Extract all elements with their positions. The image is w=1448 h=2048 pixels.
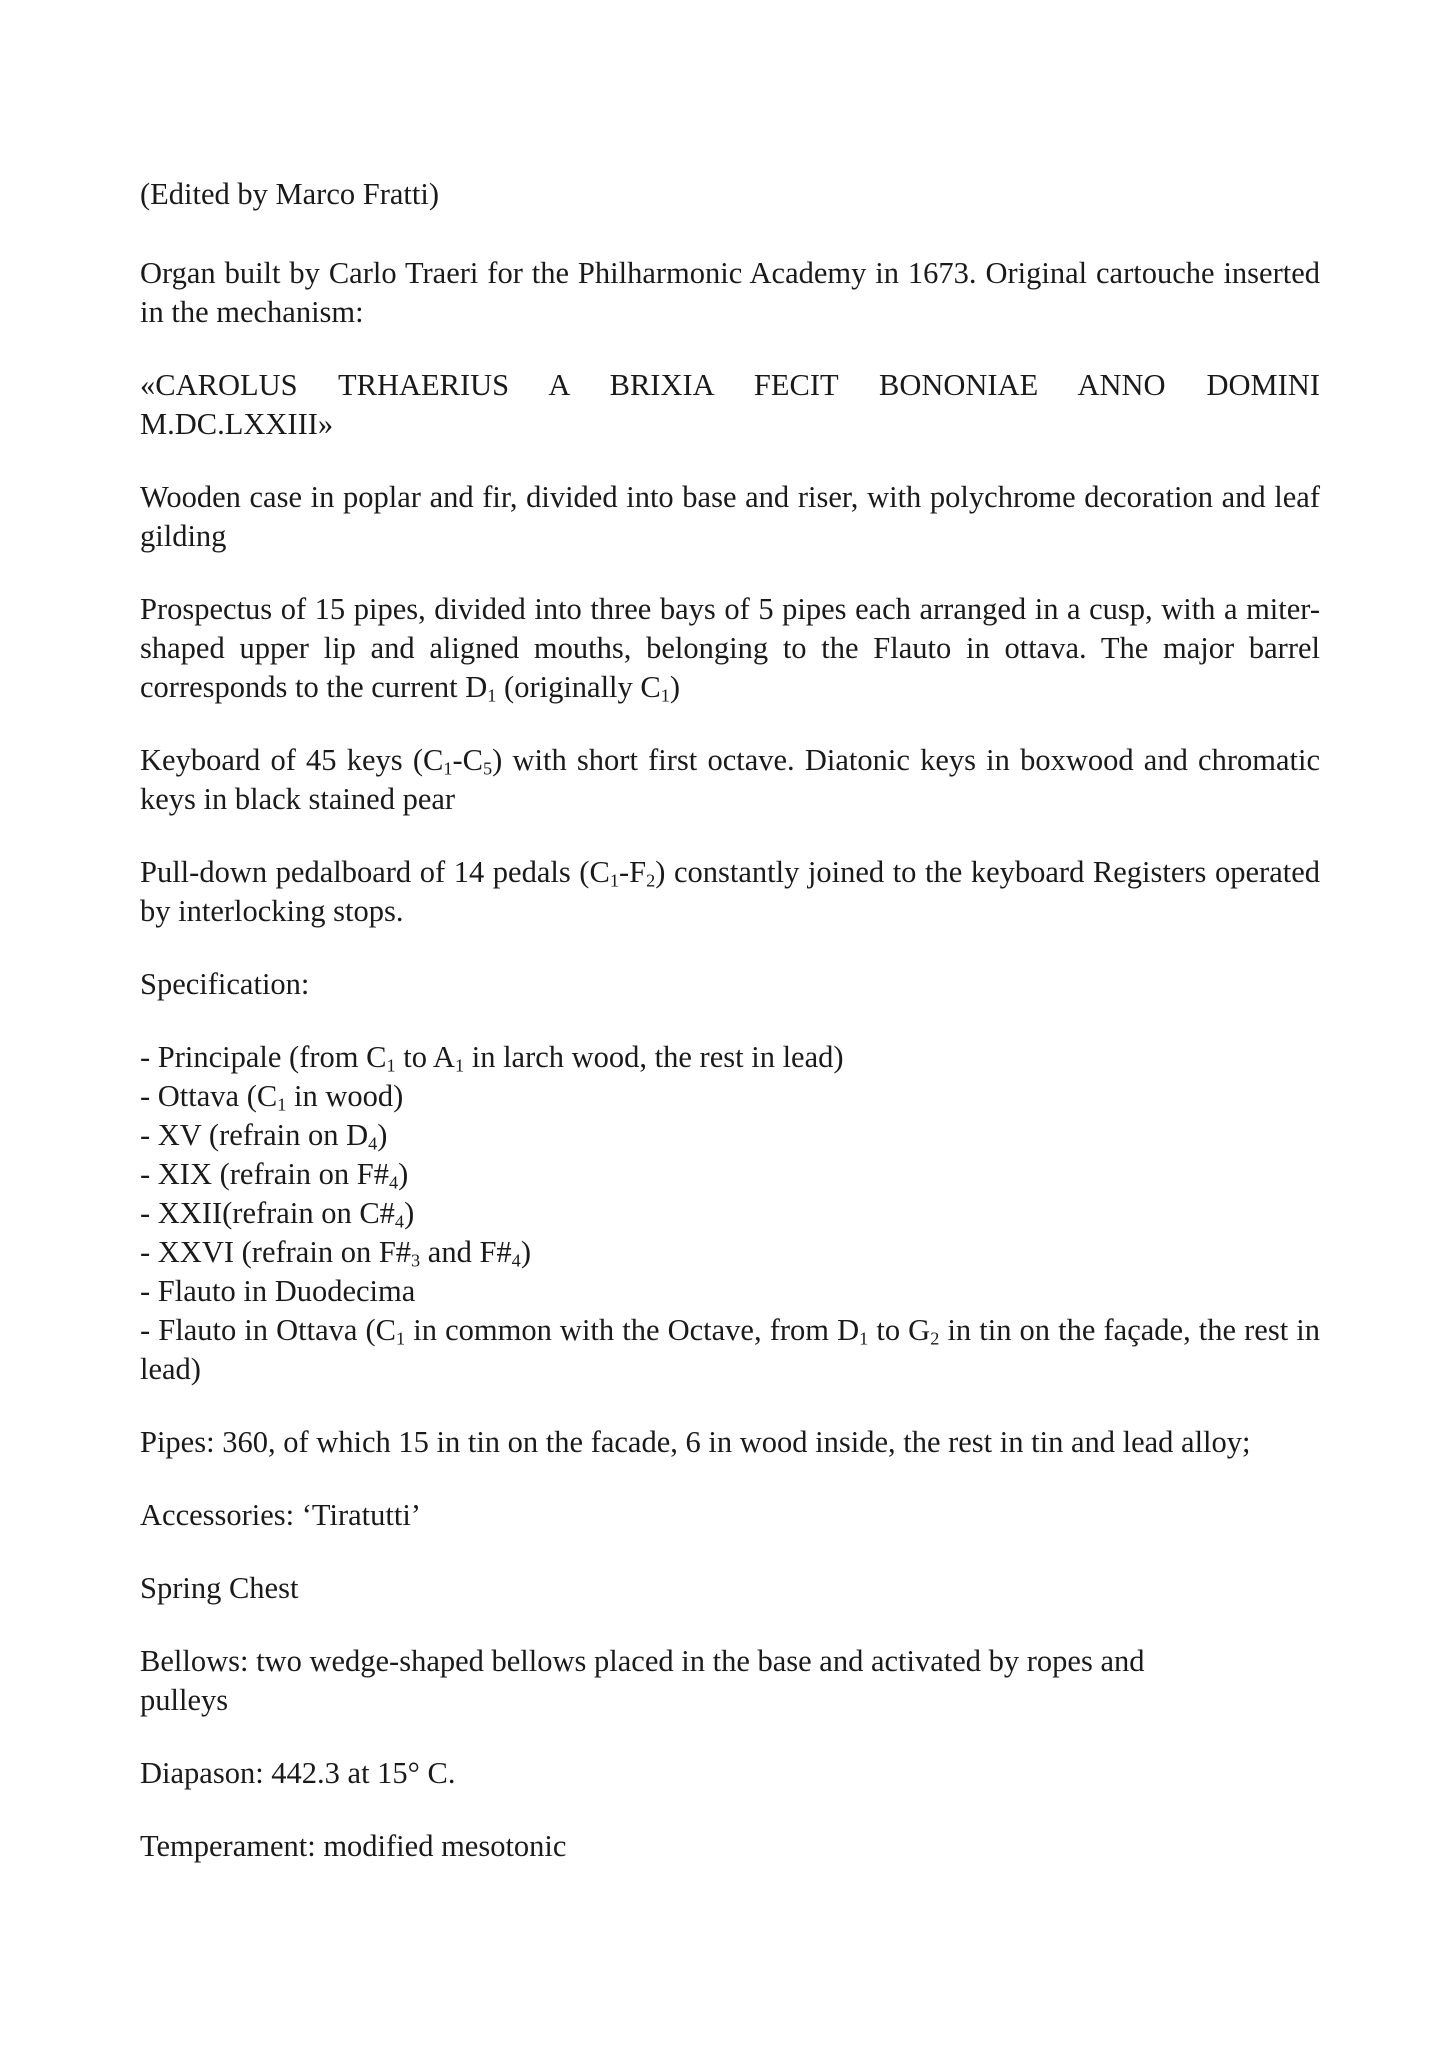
stop-text: in common with the Octave, from D (405, 1313, 860, 1347)
temperament-paragraph: Temperament: modified mesotonic (140, 1829, 567, 1863)
subscript: 1 (487, 685, 497, 706)
keyboard-text: ) with short first octave. Diatonic keys in boxwood and chromatic keys in black stained pear (140, 743, 1320, 816)
stop-text: - XIX (refrain on F# (140, 1157, 390, 1191)
keyboard-text: -C (452, 743, 483, 777)
stop-item (140, 1155, 1320, 1194)
stop-text: to G (868, 1313, 931, 1347)
keyboard-text: Keyboard of 45 keys (C (140, 743, 444, 777)
stop-text: and F# (420, 1235, 512, 1269)
pedalboard-text: -F (618, 855, 647, 889)
pipes-paragraph: Pipes: 360, of which 15 in tin on the facade, 6 in wood inside, the rest in tin and lead alloy; (140, 1425, 1251, 1459)
pedalboard-text: ) constantly joined to the keyboard Registers operated by interlocking stops. (140, 855, 1320, 928)
stop-text: - XXII(refrain on C# (140, 1196, 395, 1230)
stop-text: ) (377, 1118, 388, 1152)
stop-text: in tin on the façade, the rest in lead) (140, 1313, 1321, 1386)
subscript: 2 (646, 870, 656, 891)
subscript: 2 (930, 1328, 940, 1349)
stop-text: ) (398, 1157, 409, 1191)
prospectus-text: Prospectus of 15 pipes, divided into three bays of 5 pipes each arranged in a cusp, with a miter-shaped upper lip and aligned mouths, belonging to the Flauto in ottava. The major barrel corresponds to the current D (140, 592, 1320, 704)
pedalboard-text: Pull-down pedalboard of 14 pedals (C (140, 855, 610, 889)
stop-item (140, 1233, 1320, 1272)
subscript: 4 (394, 1211, 405, 1232)
subscript: 3 (411, 1250, 421, 1271)
stop-text: - Principale (from C (140, 1040, 387, 1074)
stop-text: ) (404, 1196, 415, 1230)
intro-paragraph: Organ built by Carlo Traeri for the Philharmonic Academy in 1673. Original cartouche inserted in the mechanism: (140, 256, 1320, 329)
stop-text: - XV (refrain on D (140, 1118, 369, 1152)
subscript: 4 (511, 1250, 521, 1271)
stop-text: - Ottava (C (140, 1079, 278, 1113)
stop-item (140, 1116, 1320, 1155)
editor-line: (Edited by Marco Fratti) (140, 177, 439, 211)
bellows-paragraph: Bellows: two wedge-shaped bellows placed in the base and activated by ropes and pulleys (140, 1644, 1145, 1717)
keyboard-paragraph (140, 741, 1320, 819)
pedalboard-paragraph (140, 853, 1320, 931)
stop-item (140, 1311, 1320, 1389)
stop-text: in larch wood, the rest in lead) (464, 1040, 844, 1074)
subscript: 1 (386, 1055, 396, 1076)
subscript: 4 (389, 1172, 399, 1193)
subscript: 5 (483, 758, 493, 779)
accessories-paragraph: Accessories: ‘Tiratutti’ (140, 1498, 421, 1532)
document-page (140, 175, 1320, 1900)
stop-text: - Flauto in Duodecima (140, 1274, 416, 1308)
stop-item (140, 1272, 1320, 1311)
stop-item (140, 1077, 1320, 1116)
subscript: 1 (443, 758, 453, 779)
cartouche-inscription: «CAROLUS TRHAERIUS A BRIXIA FECIT BONONIAE ANNO DOMINI M.DC.LXXIII» (140, 368, 1320, 441)
stop-text: ) (520, 1235, 531, 1269)
case-paragraph: Wooden case in poplar and fir, divided into base and riser, with polychrome decoration and leaf gilding (140, 480, 1320, 553)
stop-item (140, 1038, 1320, 1077)
subscript: 1 (609, 870, 619, 891)
prospectus-text: ) (669, 670, 681, 704)
diapason-paragraph: Diapason: 442.3 at 15° C. (140, 1756, 456, 1790)
stop-item (140, 1194, 1320, 1233)
stop-list (140, 1038, 1320, 1389)
prospectus-paragraph (140, 590, 1320, 707)
subscript: 1 (660, 685, 670, 706)
stop-text: - Flauto in Ottava (C (140, 1313, 397, 1347)
chest-paragraph: Spring Chest (140, 1571, 299, 1605)
stop-text: to A (395, 1040, 455, 1074)
subscript: 1 (859, 1328, 869, 1349)
subscript: 1 (277, 1094, 287, 1115)
subscript: 1 (454, 1055, 465, 1076)
stop-text: - XXVI (refrain on F# (140, 1235, 412, 1269)
specification-label: Specification: (140, 967, 310, 1001)
subscript: 4 (368, 1133, 378, 1154)
stop-text: in wood) (286, 1079, 404, 1113)
prospectus-text: (originally C (496, 670, 661, 704)
subscript: 1 (396, 1328, 406, 1349)
